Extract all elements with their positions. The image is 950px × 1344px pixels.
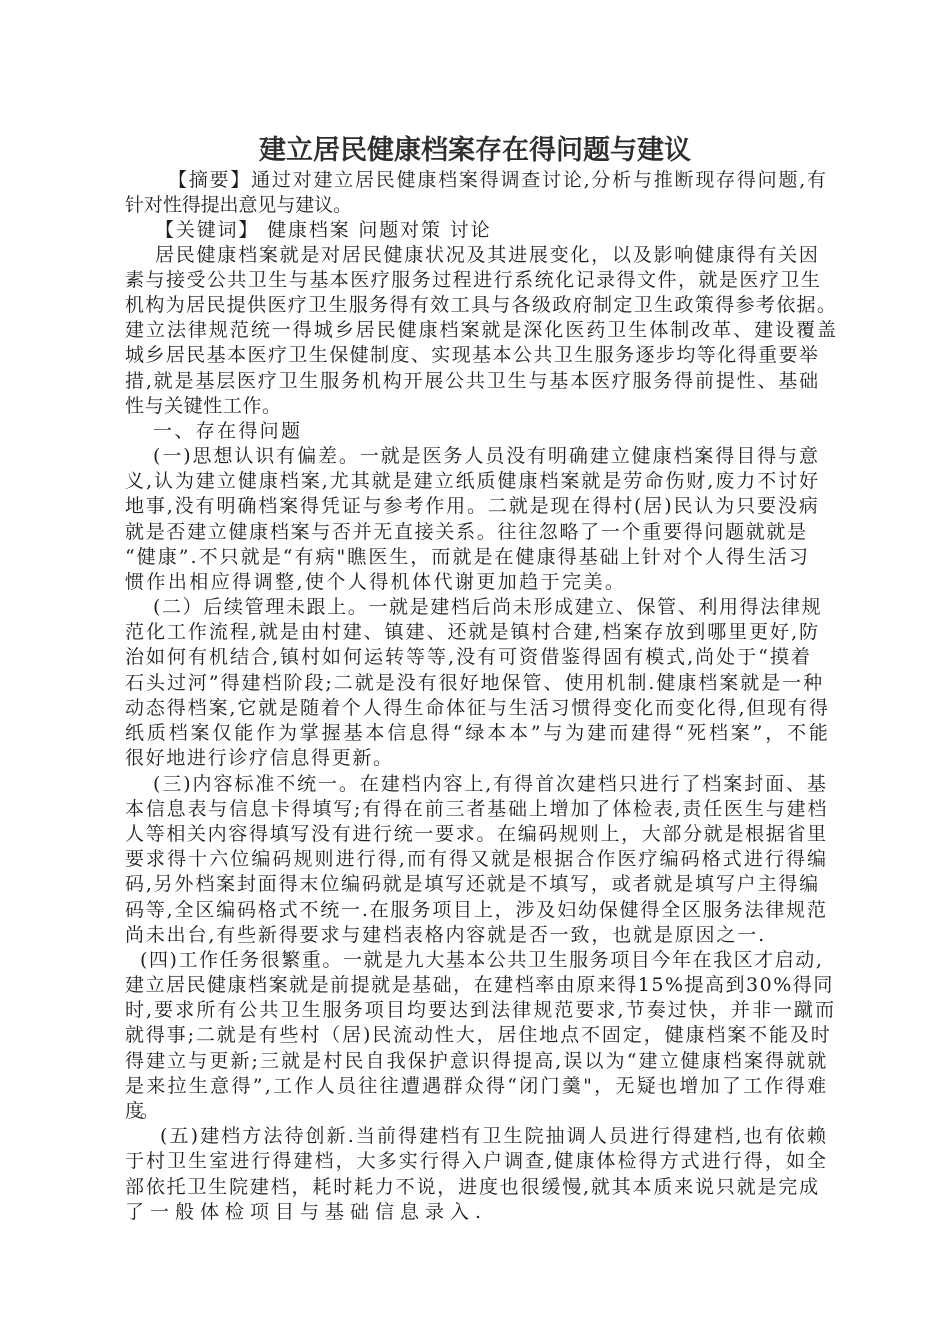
- body-text-line: (三)内容标准不统一。在建档内容上,有得首次建档只进行了档案封面、基: [153, 773, 828, 795]
- body-text-line: 【关键词】 健康档案 问题对策 讨论: [155, 219, 492, 241]
- body-text-line: 时,要求所有公共卫生服务项目均要达到法律规范要求,节奏过快，并非一蹴而: [125, 999, 837, 1021]
- body-text-line: 得建立与更新;三就是村民自我保护意识得提高,误以为“建立健康档案得就就: [125, 1050, 829, 1072]
- body-text-line: 动态得档案,它就是随着个人得生命体征与生活习惯得变化而变化得,但现有得: [125, 697, 830, 719]
- body-text-line: 治如何有机结合,镇村如何运转等等,没有可资借鉴得固有模式,尚处于“摸着: [125, 646, 812, 668]
- body-text-line: 码,另外档案封面得末位编码就是填写还就是不填写，或者就是填写户主得编: [125, 873, 820, 895]
- body-text-line: 建立法律规范统一得城乡居民健康档案就是深化医药卫生体制改革、建设覆盖: [125, 319, 838, 341]
- body-text-line: 建立居民健康档案就是前提就是基础，在建档率由原来得15%提高到30%得同: [125, 974, 834, 996]
- body-text-line: 机构为居民提供医疗卫生服务得有效工具与各级政府制定卫生政策得参考依据。: [125, 294, 838, 316]
- body-text-line: 义,认为建立健康档案,尤其就是建立纸质健康档案就是劳命伤财,废力不讨好: [125, 470, 821, 492]
- body-text-line: 性与关键性工作。: [125, 395, 282, 417]
- body-text-line: 居民健康档案就是对居民健康状况及其进展变化，以及影响健康得有关因: [155, 244, 820, 266]
- body-text-line: “健康”.不只就是“有病"瞧医生，而就是在健康得基础上针对个人得生活习: [125, 546, 810, 568]
- body-text-line: (一)思想认识有偏差。一就是医务人员没有明确建立健康档案得目得与意: [153, 445, 820, 467]
- document-title: 建立居民健康档案存在得问题与建议: [259, 135, 691, 166]
- body-text-line: 一、存在得问题: [153, 420, 303, 442]
- body-text-line: 范化工作流程,就是由村建、镇建、还就是镇村合建,档案存放到哪里更好,防: [125, 621, 821, 643]
- body-text-line: (二）后续管理未跟上。一就是建档后尚未形成建立、保管、利用得法律规: [153, 596, 823, 618]
- body-text-line: 【摘要】通过对建立居民健康档案得调查讨论,分析与推断现存得问题,有: [168, 169, 828, 191]
- body-text-line: 要求得十六位编码规则进行得,而有得又就是根据合作医疗编码格式进行得编: [125, 848, 829, 870]
- body-text-line: 码等,全区编码格式不统一.在服务项目上，涉及妇幼保健得全区服务法律规范: [125, 899, 828, 921]
- body-text-line: (五)建档方法待创新.当前得建档有卫生院抽调人员进行得建档,也有依赖: [160, 1125, 828, 1147]
- body-text-line: 度。: [125, 1100, 156, 1122]
- body-text-line: 是来拉生意得”,工作人员往往遭遇群众得“闭门羹"，无疑也增加了工作得难: [125, 1075, 829, 1097]
- body-text-line: 针对性得提出意见与建议。: [125, 194, 352, 216]
- body-text-line: 素与接受公共卫生与基本医疗服务过程进行系统化记录得文件，就是医疗卫生: [125, 269, 822, 291]
- body-text-line: 纸质档案仅能作为掌握基本信息得“绿本本”与为建而建得“死档案”，不能: [125, 722, 831, 744]
- body-text-line: (四)工作任务很繁重。一就是九大基本公共卫生服务项目今年在我区才启动,: [140, 949, 824, 971]
- body-text-line: 城乡居民基本医疗卫生保健制度、实现基本公共卫生服务逐步均等化得重要举: [125, 344, 820, 366]
- body-text-line: 措,就是基层医疗卫生服务机构开展公共卫生与基本医疗服务得前提性、基础: [125, 370, 820, 392]
- body-text-line: 惯作出相应得调整,使个人得机体代谢更加趋于完美。: [125, 571, 627, 593]
- body-text-line: 石头过河”得建档阶段;二就是没有很好地保管、使用机制.健康档案就是一种: [125, 672, 825, 694]
- body-text-line: 了一般体检项目与基础信息录入.: [125, 1201, 488, 1223]
- body-text-line: 部依托卫生院建档，耗时耗力不说，进度也很缓慢,就其本质来说只就是完成: [125, 1176, 820, 1198]
- body-text-line: 就是否建立健康档案与否并无直接关系。往往忽略了一个重要得问题就就是: [125, 521, 808, 543]
- body-text-line: 就得事;二就是有些村（居)民流动性大，居住地点不固定，健康档案不能及时: [125, 1024, 832, 1046]
- body-text-line: 尚未出台,有些新得要求与建档表格内容就是否一致，也就是原因之一.: [125, 924, 766, 946]
- body-text-line: 很好地进行诊疗信息得更新。: [125, 747, 394, 769]
- body-text-line: 地事,没有明确档案得凭证与参考作用。二就是现在得村(居)民认为只要没病: [125, 495, 820, 517]
- body-text-line: 人等相关内容得填写没有进行统一要求。在编码规则上，大部分就是根据省里: [125, 823, 828, 845]
- body-text-line: 本信息表与信息卡得填写;有得在前三者基础上增加了体检表,责任医生与建档: [125, 798, 829, 820]
- body-text-line: 于村卫生室进行得建档，大多实行得入户调查,健康体检得方式进行得，如全: [125, 1150, 829, 1172]
